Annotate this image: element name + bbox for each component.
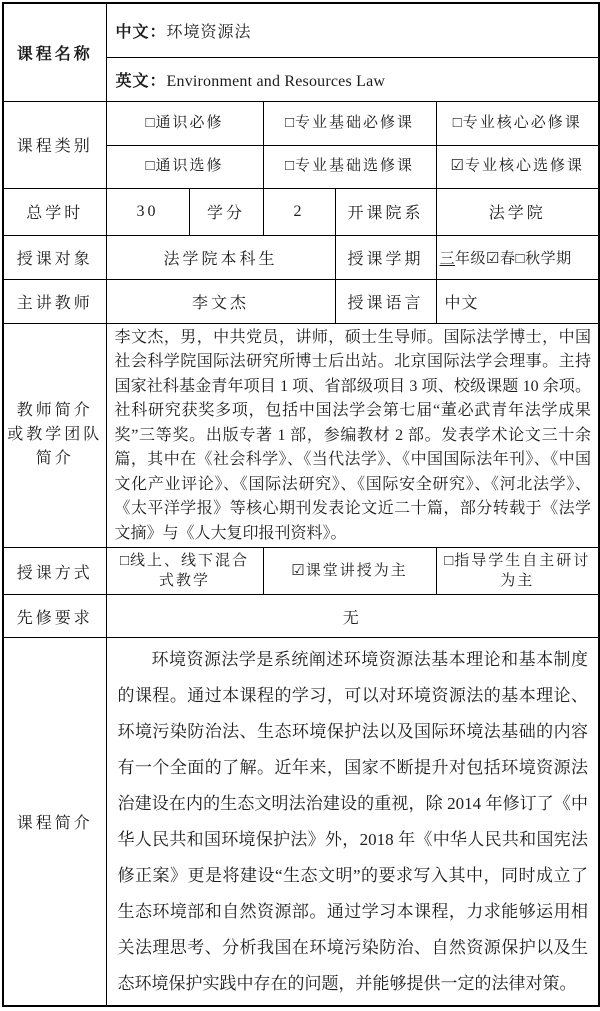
audience-label: 授课对象 bbox=[3, 235, 106, 279]
chinese-name-prefix: 中文： bbox=[115, 23, 167, 41]
course-category-label: 课程类别 bbox=[3, 101, 106, 188]
department-label: 开课院系 bbox=[335, 188, 436, 235]
english-name-value: Environment and Resources Law bbox=[166, 72, 386, 90]
checkbox-unchecked-icon: □ bbox=[515, 250, 526, 267]
department-value: 法学院 bbox=[436, 188, 599, 235]
teacher-bio-cell bbox=[106, 323, 599, 548]
teacher-bio-label-line2: 或教学团队 bbox=[7, 426, 103, 444]
category-option-major-basic-required bbox=[263, 101, 436, 145]
option-label: 专业基础必修课 bbox=[295, 114, 415, 131]
option-label: 专业核心必修课 bbox=[462, 114, 582, 131]
checkbox-unchecked-icon: □ bbox=[145, 114, 155, 131]
method-option-self-study bbox=[436, 548, 599, 595]
method-option-blended bbox=[106, 548, 263, 595]
teacher-bio-label-line1: 教师简介 bbox=[16, 401, 93, 419]
checkbox-unchecked-icon: □ bbox=[452, 114, 462, 131]
category-option-major-core-elective bbox=[436, 145, 599, 188]
option-label: 专业核心选修课 bbox=[464, 158, 584, 175]
option-label: 通识必修 bbox=[155, 114, 224, 131]
teacher-bio-label bbox=[3, 323, 106, 548]
grade-underlined-text: 三 bbox=[439, 250, 456, 267]
course-intro-cell bbox=[106, 638, 599, 1007]
prerequisites-label: 先修要求 bbox=[3, 595, 106, 638]
option-label: 专业基础选修课 bbox=[295, 158, 415, 175]
prerequisites-value: 无 bbox=[106, 595, 599, 638]
language-value: 中文 bbox=[436, 279, 599, 323]
teacher-bio-text: 李文杰，男，中共党员，讲师，硕士生导师。国际法学博士，中国社会科学院国际法研究所博士后出站。北京国际法学会理事。主持国家社科基金青年项目 1 项、省部级项目 3 项、校级课题 10 余项。社科研究获奖多项，包括中国法学会第七届“董必武青年法学成果奖”三等奖。出版专著 1 部，参编教材 2 部。发表学术论文三十余篇，其中在《社会科学》、《当代法学》、《中国国际法年刊》、《中国文化产业评论》、《国际法研究》、《国际安全研究》、《河北法学》、《太平洋学报》等核心期刊发表论文近二十篇，部分转载于《法学文摘》与《人大复印报刊资料》。 bbox=[114, 328, 592, 542]
method-option-lecture bbox=[263, 548, 436, 595]
category-option-major-core-required bbox=[436, 101, 599, 145]
option-label: 指导学生自主研讨为主 bbox=[454, 552, 591, 589]
semester-label: 授课学期 bbox=[335, 235, 436, 279]
course-name-chinese-cell bbox=[106, 3, 599, 57]
english-name-prefix: 英文： bbox=[115, 72, 167, 90]
teacher-bio-label-line3: 简介 bbox=[35, 450, 74, 468]
category-option-general-required bbox=[106, 101, 263, 145]
category-option-major-basic-elective bbox=[263, 145, 436, 188]
checkbox-checked-icon: ☑ bbox=[450, 158, 464, 175]
category-option-general-elective bbox=[106, 145, 263, 188]
total-hours-value: 30 bbox=[106, 188, 189, 235]
credits-value: 2 bbox=[263, 188, 335, 235]
total-hours-label: 总学时 bbox=[3, 188, 106, 235]
option-label: 线上、线下混合式教学 bbox=[130, 552, 250, 589]
chinese-name-value: 环境资源法 bbox=[166, 23, 252, 41]
autumn-term-label: 秋学期 bbox=[525, 250, 572, 267]
course-intro-label: 课程简介 bbox=[3, 638, 106, 1007]
spring-term-label: 春 bbox=[499, 250, 516, 267]
course-syllabus-table bbox=[2, 2, 600, 1007]
teacher-label: 主讲教师 bbox=[3, 279, 106, 323]
semester-value bbox=[436, 235, 599, 279]
checkbox-checked-icon: ☑ bbox=[486, 250, 500, 267]
audience-value: 法学院本科生 bbox=[106, 235, 335, 279]
teaching-method-label: 授课方式 bbox=[3, 548, 106, 595]
checkbox-unchecked-icon: □ bbox=[145, 158, 155, 175]
teacher-value: 李文杰 bbox=[106, 279, 335, 323]
checkbox-unchecked-icon: □ bbox=[444, 552, 454, 569]
checkbox-unchecked-icon: □ bbox=[284, 158, 295, 175]
option-label: 课堂讲授为主 bbox=[305, 562, 408, 579]
option-label: 通识选修 bbox=[155, 158, 224, 175]
credits-label: 学分 bbox=[189, 188, 263, 235]
course-name-english-cell bbox=[106, 57, 599, 101]
language-label: 授课语言 bbox=[335, 279, 436, 323]
course-intro-text: 环境资源法学是系统阐述环境资源法基本理论和基本制度的课程。通过本课程的学习，可以对环境资源法的基本理论、环境污染防治法、生态环境保护法以及国际环境法基础的内容有一个全面的了解。近年来，国家不断提升对包括环境资源法治建设在内的生态文明法治建设的重视，除 2014 年修订了《中华人民共和国环境保护法》外，2018 年《中华人民共和国宪法修正案》更是将建设“生态文明”的要求写入其中，同时成立了生态环境部和自然资源部。通过学习本课程，力求能够运用相关法理思考、分析我国在环境污染防治、自然资源保护以及生态环境保护实践中存在的问题，并能够提供一定的法律对策。 bbox=[117, 649, 589, 993]
checkbox-unchecked-icon: □ bbox=[119, 552, 130, 569]
checkbox-unchecked-icon: □ bbox=[284, 114, 295, 131]
checkbox-checked-icon: ☑ bbox=[291, 562, 305, 579]
course-name-label: 课程名称 bbox=[3, 3, 106, 101]
grade-text: 年级 bbox=[455, 250, 487, 267]
